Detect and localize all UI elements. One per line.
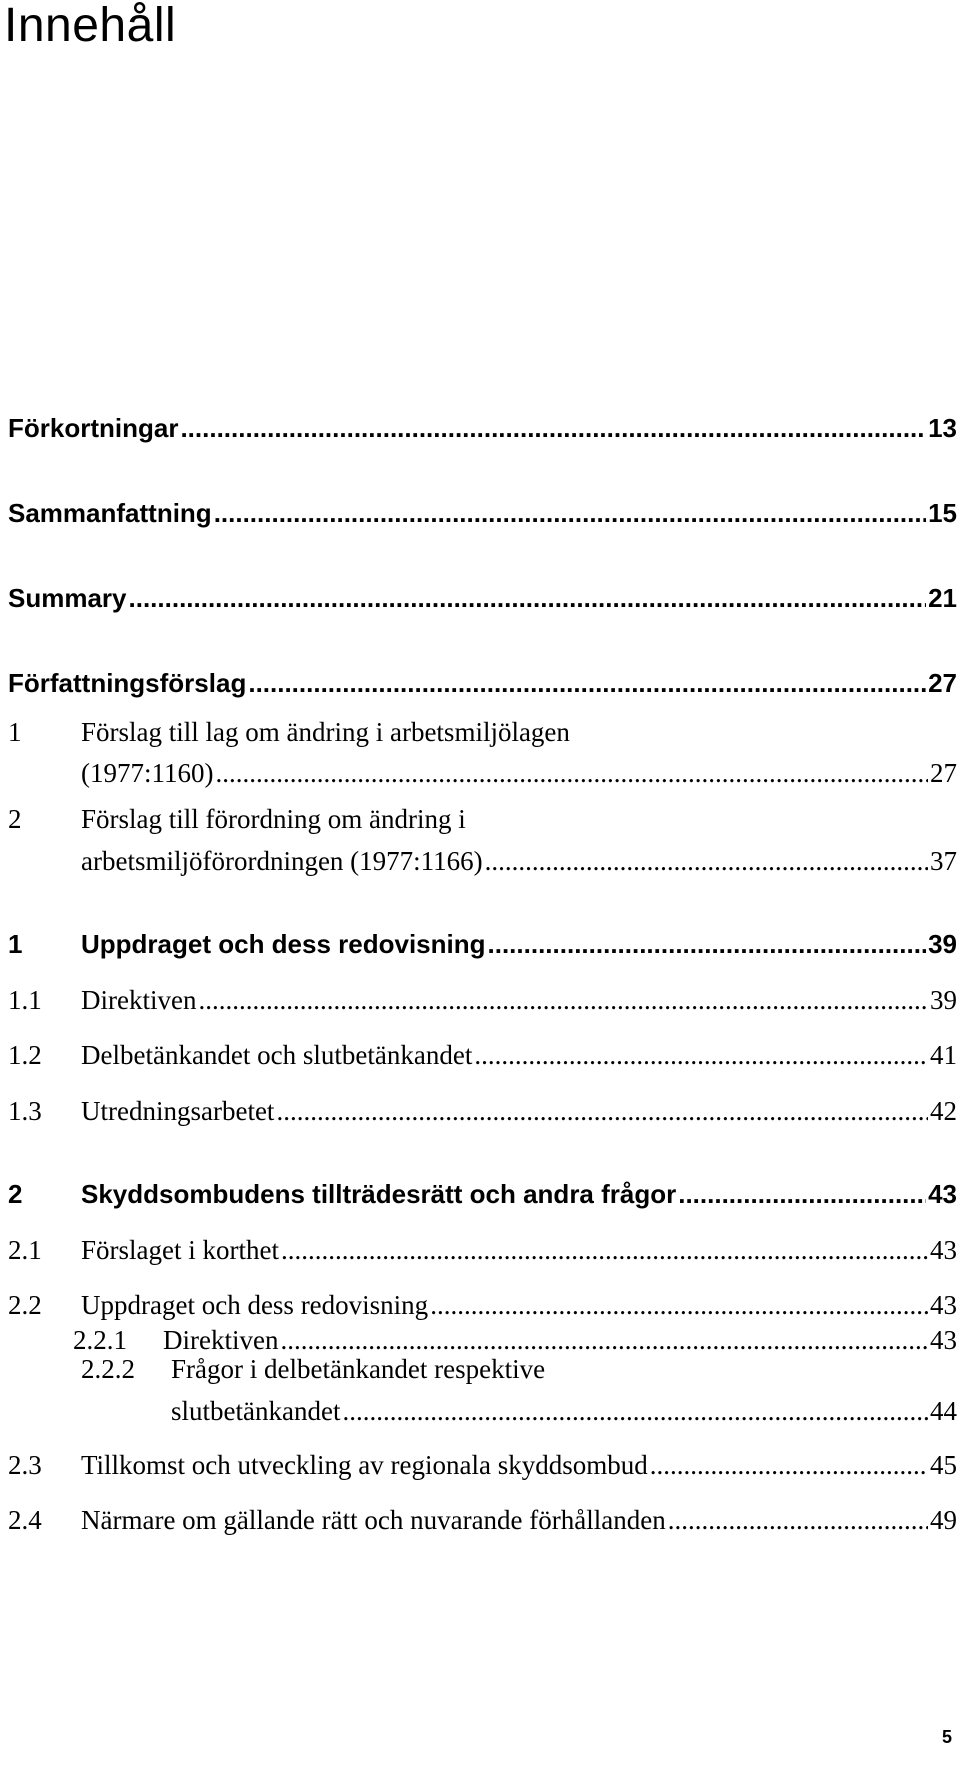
toc-entry-forfattningsforslag[interactable] (8, 660, 957, 700)
toc-entry-title: Delbetänkandet och slutbetänkandet (81, 1040, 473, 1070)
toc-entry-title-line1: Förslag till lag om ändring i arbetsmiljölagen (81, 717, 570, 747)
toc-entry-page: 21 (928, 583, 957, 613)
toc-entry-page: 43 (930, 1235, 957, 1265)
toc-entry-title: Sammanfattning (8, 498, 212, 528)
toc-entry-title-line2: (1977:1160) (81, 758, 214, 788)
toc-entry-page: 37 (930, 846, 957, 876)
toc-chapter-2[interactable] (8, 1171, 957, 1211)
toc-entry-page: 43 (928, 1179, 957, 1209)
toc-entry-title: Summary (8, 583, 127, 613)
toc-entry-title-line2: arbetsmiljöförordningen (1977:1166) (81, 846, 483, 876)
toc-section-1-1[interactable] (8, 977, 957, 1017)
toc-entry-num: 2 (8, 1179, 23, 1209)
toc-entry-forkortningar[interactable] (8, 405, 957, 445)
toc-section-2-4[interactable] (8, 1497, 957, 1537)
page-title: Innehåll (4, 0, 177, 52)
toc-entry-num: 2.4 (8, 1505, 42, 1535)
toc-entry-title-line1: Förslag till förordning om ändring i (81, 804, 466, 834)
toc-entry-page: 49 (930, 1505, 957, 1535)
toc-entry-num: 1.1 (8, 985, 42, 1015)
toc-entry-page: 45 (930, 1450, 957, 1480)
toc-entry-title-line1: Frågor i delbetänkandet respektive (171, 1354, 546, 1384)
dot-leader (485, 844, 928, 878)
dot-leader (215, 756, 928, 790)
toc-entry-title: Förslaget i korthet (81, 1235, 279, 1265)
toc-entry-title: Förkortningar (8, 413, 179, 443)
dot-leader (668, 1503, 928, 1537)
toc-entry-title: Uppdraget och dess redovisning (81, 929, 486, 959)
toc-entry-page: 15 (928, 498, 957, 528)
toc-section-1-2[interactable] (8, 1032, 957, 1072)
dot-leader (474, 1038, 928, 1072)
toc-entry-page: 39 (928, 929, 957, 959)
toc-entry-title: Skyddsombudens tillträdesrätt och andra frågor (81, 1179, 677, 1209)
toc-section-2-3[interactable] (8, 1442, 957, 1482)
toc-entry-num: 2.3 (8, 1450, 42, 1480)
toc-entry-num: 1 (8, 929, 23, 959)
toc-section-1-3[interactable] (8, 1088, 957, 1128)
toc-entry-num: 2.2.1 (73, 1325, 127, 1355)
toc-entry-title: Tillkomst och utveckling av regionala skyddsombud (81, 1450, 648, 1480)
toc-entry-num: 2.2 (8, 1290, 42, 1320)
dot-leader (248, 666, 926, 700)
toc-entry-page: 39 (930, 985, 957, 1015)
dot-leader (276, 1094, 928, 1128)
toc-section-2-1[interactable] (8, 1227, 957, 1267)
toc-chapter-1[interactable] (8, 921, 957, 961)
toc-entry-title: Författningsförslag (8, 668, 247, 698)
toc-entry-num: 2.1 (8, 1235, 42, 1265)
toc-entry-page: 41 (930, 1040, 957, 1070)
toc-entry-sammanfattning[interactable] (8, 490, 957, 530)
dot-leader (650, 1448, 928, 1482)
toc-entry-num: 1.3 (8, 1096, 42, 1126)
toc-entry-forordning-arbetsmiljoforordningen[interactable] (81, 838, 957, 878)
toc-entry-page: 13 (928, 413, 957, 443)
dot-leader (180, 411, 926, 445)
toc-entry-summary[interactable] (8, 575, 957, 615)
toc-section-2-2[interactable] (8, 1282, 957, 1322)
toc-entry-page: 43 (930, 1325, 957, 1355)
toc-entry-page: 27 (930, 758, 957, 788)
toc-entry-page: 42 (930, 1096, 957, 1126)
dot-leader (214, 496, 926, 530)
toc-entry-page: 27 (928, 668, 957, 698)
toc-entry-title: Uppdraget och dess redovisning (81, 1290, 429, 1320)
toc-entry-title: Direktiven (163, 1325, 279, 1355)
dot-leader (281, 1233, 928, 1267)
dot-leader (129, 581, 927, 615)
toc-entry-page: 43 (930, 1290, 957, 1320)
toc-entry-title: Direktiven (81, 985, 197, 1015)
toc-entry-lag-arbetsmiljolagen[interactable] (81, 750, 957, 790)
toc-entry-page: 44 (930, 1396, 957, 1426)
toc-section-2-2-1[interactable] (73, 1317, 957, 1357)
toc-entry-title: Utredningsarbetet (81, 1096, 275, 1126)
dot-leader (342, 1394, 928, 1428)
page-number: 5 (941, 1727, 952, 1747)
dot-leader (678, 1177, 926, 1211)
toc-section-2-2-2[interactable] (171, 1388, 957, 1428)
toc-entry-title: Närmare om gällande rätt och nuvarande förhållanden (81, 1505, 666, 1535)
toc-entry-num: 2 (8, 804, 22, 834)
dot-leader (198, 983, 928, 1017)
toc-entry-num: 1 (8, 717, 22, 747)
toc-entry-num: 2.2.2 (81, 1354, 135, 1384)
dot-leader (488, 927, 927, 961)
toc-entry-title-line2: slutbetänkandet (171, 1396, 341, 1426)
toc-entry-num: 1.2 (8, 1040, 42, 1070)
